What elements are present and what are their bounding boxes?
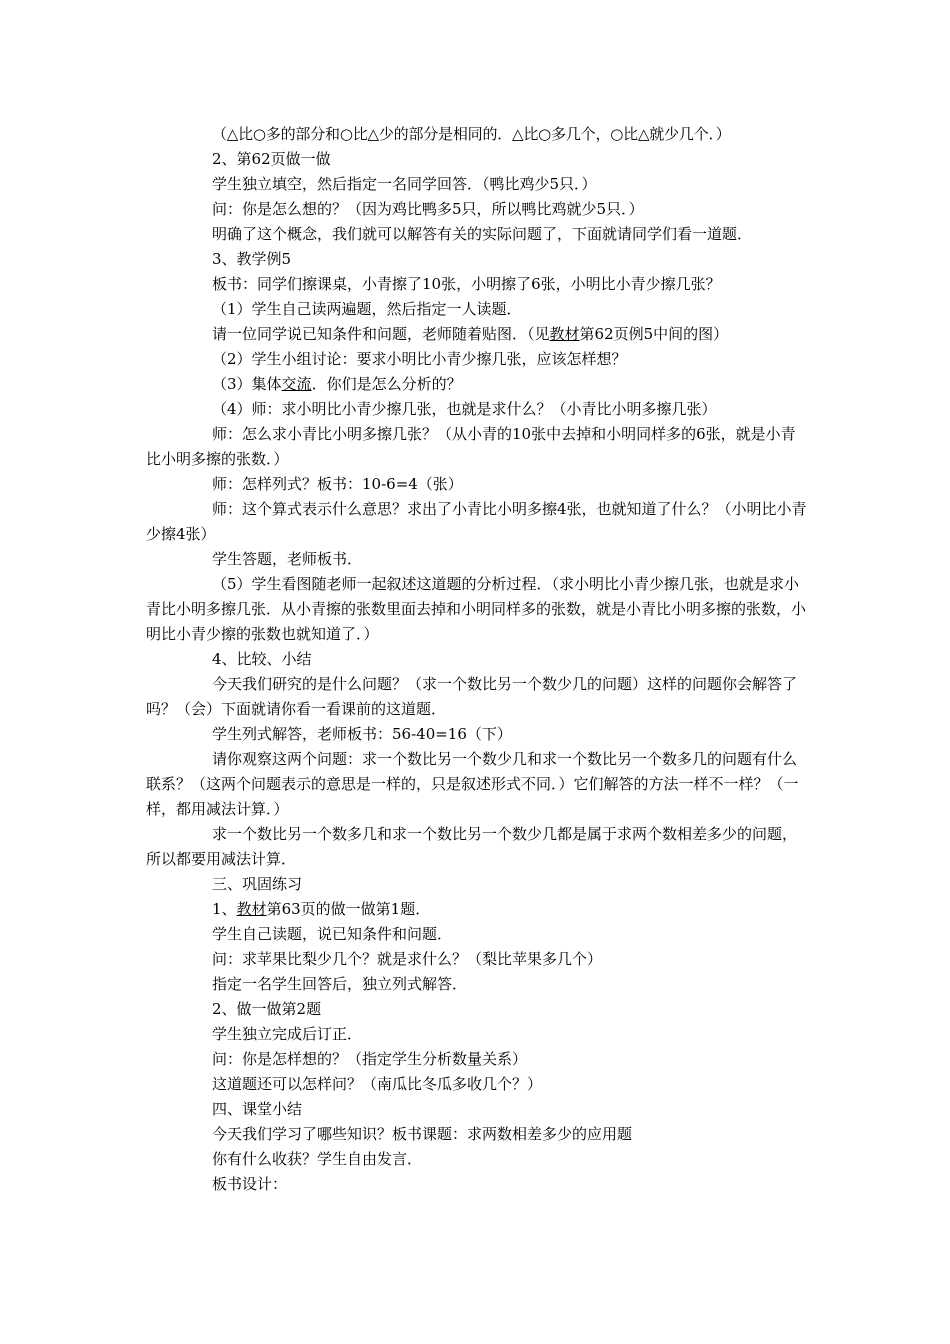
paragraph: 问：你是怎样想的？（指定学生分析数量关系） [212,1050,528,1068]
paragraph: 这道题还可以怎样问？（南瓜比冬瓜多收几个？） [212,1075,543,1093]
paragraph [146,322,810,347]
paragraph-text: ．你们是怎么分析的？ [311,375,462,393]
paragraph: 求一个数比另一个数多几和求一个数比另一个数少几都是属于求两个数相差多少的问题，所以都要用减法计算． [146,825,798,868]
section-heading: 三、巩固练习 [212,875,303,893]
textbook-link[interactable]: 教材 [236,900,267,918]
paragraph: 问：你是怎么想的？（因为鸡比鸭多5只，所以鸭比鸡就少5只．） [212,200,644,218]
paragraph: 学生独立完成后订正． [212,1025,363,1043]
paragraph: 板书设计： [212,1175,288,1193]
paragraph: 明确了这个概念，我们就可以解答有关的实际问题了，下面就请同学们看一道题． [212,225,753,243]
paragraph: （1）学生自己读两遍题，然后指定一人读题． [212,300,522,318]
paragraph: 今天我们研究的是什么问题？（求一个数比另一个数少几的问题）这样的问题你会解答了吗？（会）下面就请你看一看课前的这道题． [146,675,798,718]
section-heading: 4、比较、小结 [212,650,312,668]
paragraph [146,897,810,922]
section-heading: 2、第62页做一做 [212,150,331,168]
section-heading: 3、教学例5 [212,250,292,268]
paragraph: （△比○多的部分和○比△少的部分是相同的．△比○多几个，○比△就少几个．） [212,125,731,143]
paragraph: 请你观察这两个问题：求一个数比另一个数少几和求一个数比另一个数多几的问题有什么联系？（这两个问题表示的意思是一样的，只是叙述形式不同．）它们解答的方法一样不一样？（一样，都用减法计算．） [146,750,799,818]
paragraph: （4）师：求小明比小青少擦几张，也就是求什么？（小青比小明多擦几张） [212,400,717,418]
paragraph-text: 请一位同学说已知条件和问题，老师随着贴图．（见 [212,325,550,343]
paragraph: 学生独立填空，然后指定一名同学回答．（鸭比鸡少5只．） [212,175,597,193]
paragraph: 师：怎样列式？板书：10-6=4（张） [212,475,463,493]
paragraph: 学生答题，老师板书． [212,550,363,568]
paragraph: 师：这个算式表示什么意思？求出了小青比小明多擦4张，也就知道了什么？（小明比小青少擦4张） [146,500,807,543]
exchange-link[interactable]: 交流 [281,375,312,393]
paragraph-text: 1、 [212,900,237,918]
paragraph-text: 第62页例5中间的图） [579,325,729,343]
document-page [146,122,810,1197]
section-heading: 2、做一做第2题 [212,1000,322,1018]
paragraph: 你有什么收获？学生自由发言． [212,1150,423,1168]
paragraph: 板书：同学们擦课桌，小青擦了10张，小明擦了6张，小明比小青少擦几张？ [212,275,721,293]
textbook-link[interactable]: 教材 [549,325,580,343]
paragraph: 指定一名学生回答后，独立列式解答． [212,975,468,993]
paragraph: （2）学生小组讨论：要求小明比小青少擦几张，应该怎样想？ [212,350,627,368]
section-heading: 四、课堂小结 [212,1100,303,1118]
paragraph: 师：怎么求小青比小明多擦几张？（从小青的10张中去掉和小明同样多的6张，就是小青比小明多擦的张数．） [146,425,796,468]
paragraph: 今天我们学习了哪些知识？板书课题：求两数相差多少的应用题 [212,1125,633,1143]
paragraph-text: 第63页的做一做第1题． [266,900,431,918]
paragraph-text: （3）集体 [212,375,282,393]
paragraph: （5）学生看图随老师一起叙述这道题的分析过程．（求小明比小青少擦几张，也就是求小青比小明多擦几张．从小青擦的张数里面去掉和小明同样多的张数，就是小青比小明多擦的张数，小明比小青少擦的张数也就知道了．） [146,575,807,643]
paragraph: 学生列式解答，老师板书：56-40=16（下） [212,725,512,743]
paragraph [146,372,810,397]
paragraph: 学生自己读题，说已知条件和问题． [212,925,453,943]
paragraph: 问：求苹果比梨少几个？就是求什么？（梨比苹果多几个） [212,950,603,968]
